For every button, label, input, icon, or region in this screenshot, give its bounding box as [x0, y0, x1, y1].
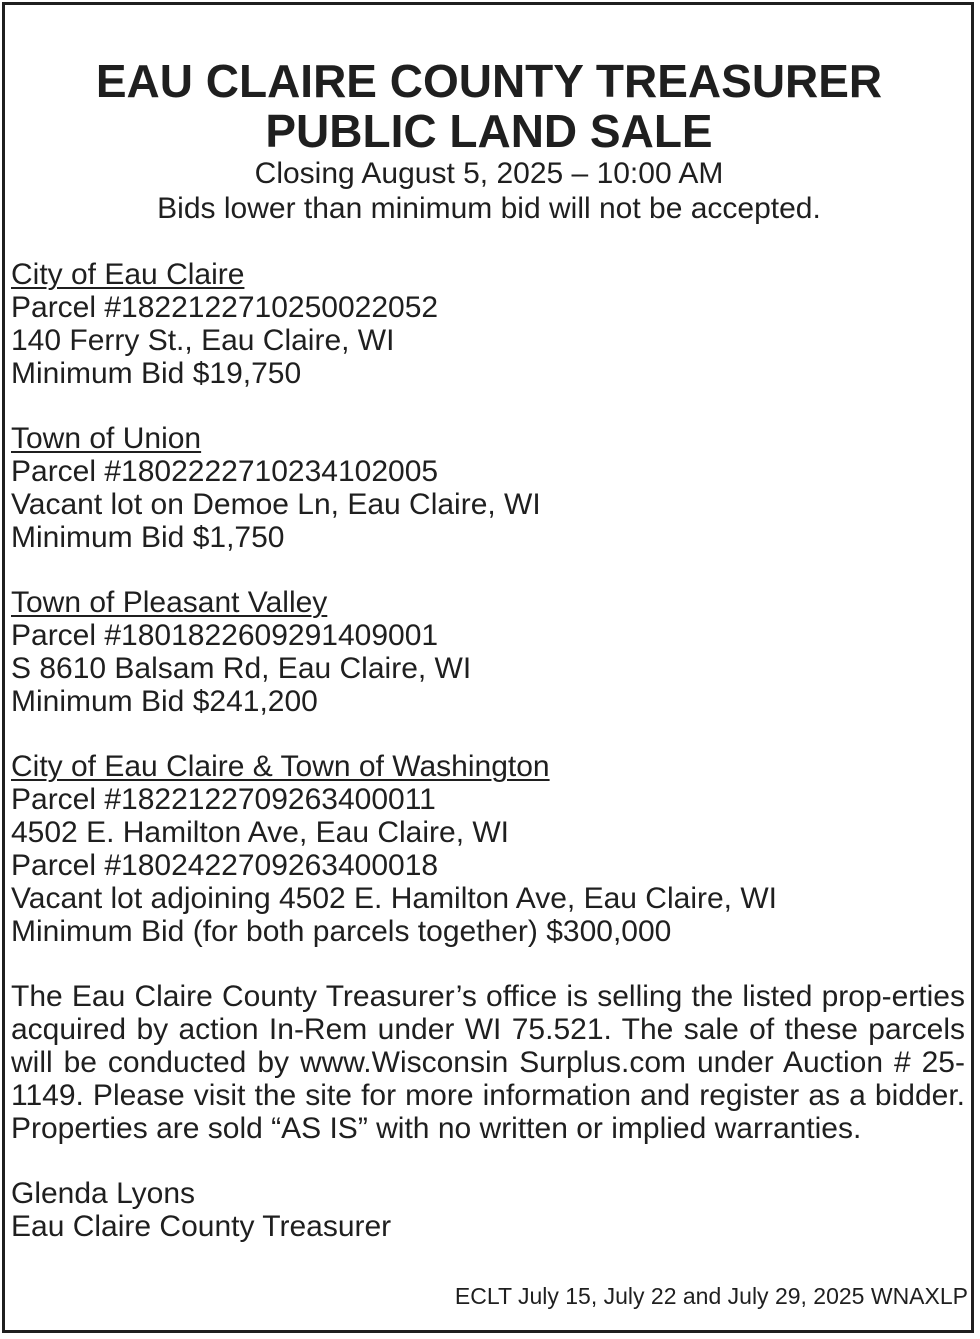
closing-date: Closing August 5, 2025 – 10:00 AM [254, 157, 724, 190]
listing-heading: City of Eau Claire & Town of Washington [11, 750, 550, 783]
listing-heading: City of Eau Claire [11, 258, 245, 291]
signature-title: Eau Claire County Treasurer [11, 1210, 392, 1243]
parcel-address: Vacant lot adjoining 4502 E. Hamilton Ave, Eau Claire, WI [11, 882, 777, 915]
listing-heading: Town of Union [11, 422, 202, 455]
notice-content [11, 56, 967, 1243]
parcel-number: Parcel #1802422709263400018 [11, 849, 439, 882]
parcel-number: Parcel #1801822609291409001 [11, 619, 439, 652]
parcel-address: 140 Ferry St., Eau Claire, WI [11, 324, 395, 357]
parcel-number: Parcel #1822122710250022052 [11, 291, 439, 324]
parcel-number: Parcel #1822122709263400011 [11, 783, 436, 816]
minimum-bid: Minimum Bid $19,750 [11, 357, 302, 390]
minimum-bid: Minimum Bid (for both parcels together) $300,000 [11, 915, 672, 948]
parcel-number: Parcel #1802222710234102005 [11, 455, 439, 488]
parcel-address: 4502 E. Hamilton Ave, Eau Claire, WI [11, 816, 510, 849]
signature-name: Glenda Lyons [11, 1177, 196, 1210]
minimum-bid: Minimum Bid $1,750 [11, 521, 285, 554]
parcel-address: Vacant lot on Demoe Ln, Eau Claire, WI [11, 488, 541, 521]
listing-city-eau-claire [11, 258, 967, 390]
listing-town-of-pleasant-valley [11, 586, 967, 718]
parcel-address: S 8610 Balsam Rd, Eau Claire, WI [11, 652, 472, 685]
notice-title-line2: PUBLIC LAND SALE [265, 105, 713, 157]
listing-town-of-union [11, 422, 967, 554]
publication-footer: ECLT July 15, July 22 and July 29, 2025 WNAXLP [454, 1283, 968, 1309]
listing-heading: Town of Pleasant Valley [11, 586, 328, 619]
minimum-bid: Minimum Bid $241,200 [11, 685, 318, 718]
sale-description: The Eau Claire County Treasurer’s office is selling the listed prop-erties acquired by action In-Rem under WI 75.521. The sale of these parcels will be conducted by www.Wisconsin Surplus.com under Auction # 25-1149. Please visit the site for more information and register as a bidder. Properties are sold “AS IS” with no written or implied warranties. [11, 980, 965, 1145]
signature-block [11, 1177, 967, 1243]
listing-eau-claire-washington [11, 750, 967, 948]
notice-title-line1: EAU CLAIRE COUNTY TREASURER [95, 55, 883, 107]
bid-note: Bids lower than minimum bid will not be accepted. [157, 192, 821, 225]
